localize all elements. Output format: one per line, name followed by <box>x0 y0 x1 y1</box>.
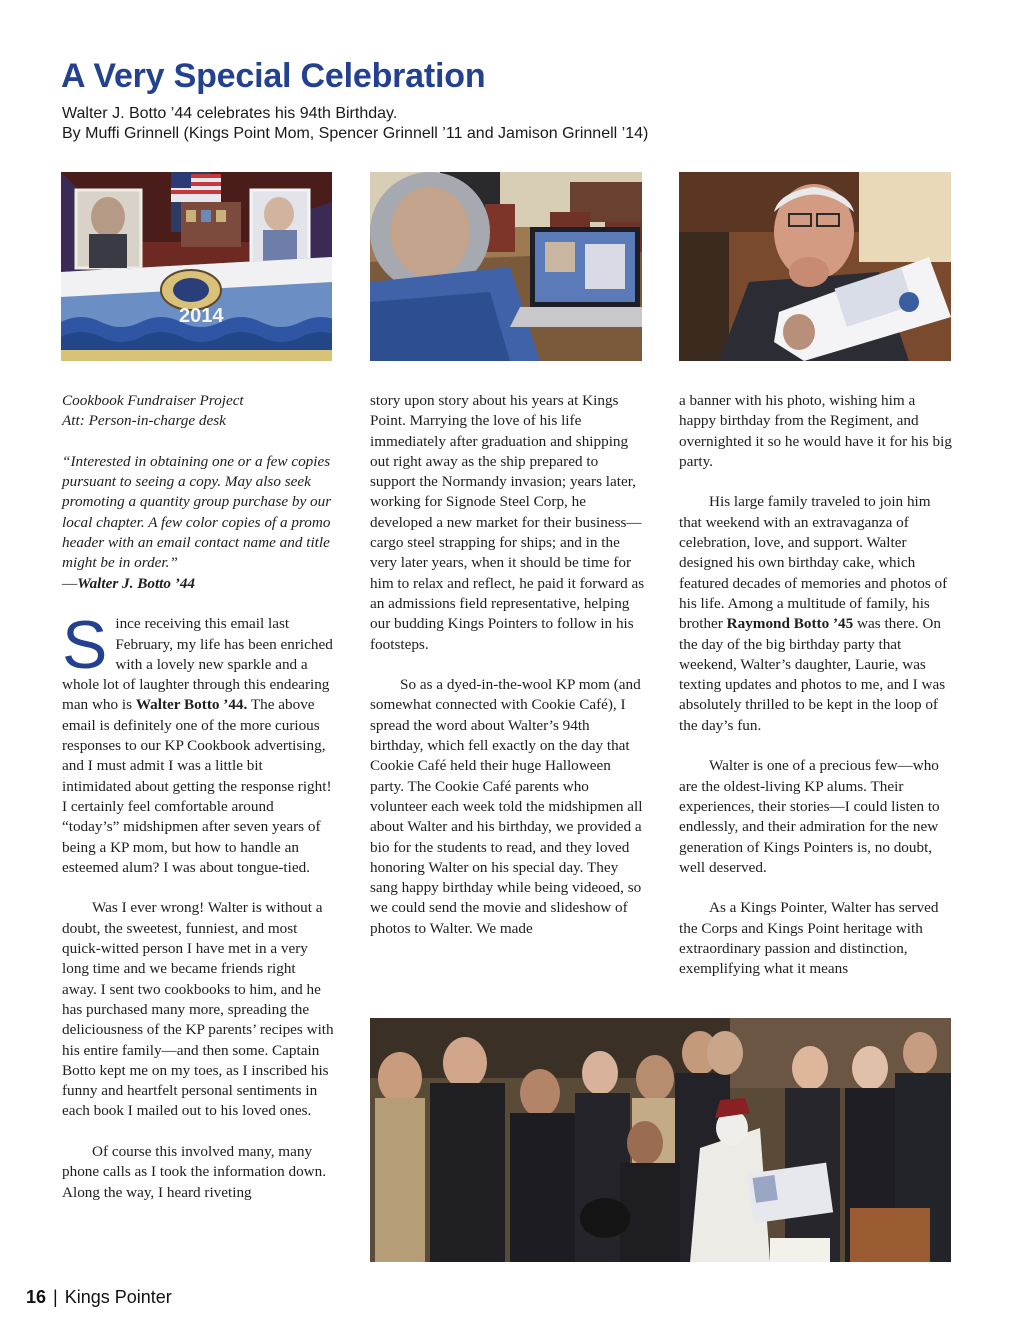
email-quote: “Interested in obtaining one or a few copies pursuant to seeing a copy. May also seek promoting a quantity group purchase by our local chapter. A few color copies of a promo header with an email contact name and title might be in order.” <box>62 452 332 572</box>
article-title: A Very Special Celebration <box>61 57 486 95</box>
article-byline: By Muffi Grinnell (Kings Point Mom, Spencer Grinnell ’11 and Jamison Grinnell ’14) <box>62 125 649 142</box>
page-footer <box>26 1286 172 1308</box>
photo-midshipmen-group <box>370 1018 951 1262</box>
family-name-bold: Raymond Botto ’45 <box>726 615 854 633</box>
paragraph-precious-few: Walter is one of a precious few—who are the oldest-living KP alums. Their experiences, their stories—I could listen to endlessly, and their admiration for the new generation of Kings Pointers is, no doubt, well deserved. <box>679 757 940 876</box>
article-column-2 <box>370 391 645 939</box>
intro-text-b: The above email is definitely one of the more curious responses to our KP Cookbook advertising, and I must admit I was a little bit intimidated about getting the response right! I certainly feel comfortable around “today’s” midshipmen after seven years of being a KP mom, but how to handle an esteemed alum? I was about tongue-tied. <box>62 696 332 876</box>
paragraph-as-a-kings-pointer: As a Kings Pointer, Walter has served the Corps and Kings Point heritage with extraordinary passion and distinction, exemplifying what it means <box>679 899 939 978</box>
letter-address-line-2: Att: Person-in-charge desk <box>62 412 226 430</box>
footer-separator: | <box>53 1287 58 1307</box>
page-number: 16 <box>26 1287 47 1307</box>
paragraph-was-i-ever-wrong: Was I ever wrong! Walter is without a doubt, the sweetest, funniest, and most quick-witted person I have met in a very long time and we became friends right away. I sent two cookbooks to him, and he has purchased many more, spreading the deliciousness of the KP parents’ recipes with his entire family—and then some. Captain Botto kept me on my toes, as I inscribed his funny and heartfelt personal sentiments in each book I mailed out to his loved ones. <box>62 899 334 1120</box>
photo-video-call <box>370 172 642 361</box>
attribution-dash: — <box>62 574 78 592</box>
paragraph-cookie-cafe: So as a dyed-in-the-wool KP mom (and somewhat connected with Cookie Café), I spread the word about Walter’s 94th birthday, which fell exactly on the day that Cookie Café held their huge Halloween party. The Cookie Café parents who volunteer each week told the midshipmen all about Walter and his birthday, we provided a bio for the students to read, and they loved honoring Walter on his special day. They sang happy birthday while being videoed, so we could send the movie and slideshow of photos to Walter. We made <box>370 676 643 937</box>
article-subtitle: Walter J. Botto ’44 celebrates his 94th Birthday. <box>62 105 398 122</box>
letter-address-line-1: Cookbook Fundraiser Project <box>62 392 244 409</box>
paragraph-large-family <box>679 492 954 736</box>
family-text-b: was there. On the day of the big birthday party that weekend, Walter’s daughter, Laurie, was texting updates and photos to me, and I was absolutely thrilled to be kept in the loop of the day’s fun. <box>679 615 946 734</box>
publication-name: Kings Pointer <box>64 1287 172 1307</box>
quote-attribution <box>62 574 334 594</box>
intro-paragraph <box>62 607 334 878</box>
intro-name-bold: Walter Botto ’44. <box>135 696 248 714</box>
paragraph-phone-calls: Of course this involved many, many phone calls as I took the information down. Along the way, I heard riveting <box>62 1142 327 1201</box>
paragraph-story-upon-story: story upon story about his years at Kings Point. Marrying the love of his life immediately after graduation and shipping out right away as the ship prepared to support the Normandy invasion; years later, working for Signode Steel Corp, he developed a new market for their business—cargo steel strapping for ships; and in the very later years, when it should be time for him to relax and reflect, he paid it forward as an admissions field representative, helping our budding Kings Pointers to follow in his footsteps. <box>370 392 645 653</box>
article-column-1 <box>62 391 334 1203</box>
drop-cap-letter: S <box>62 607 108 684</box>
family-text-a: His large family traveled to join him that weekend with an extravaganza of celebration, love, and support. Walter designed his own birthday cake, which featured decades of memories and photos of his life. Among a multitude of family, his brother <box>679 493 948 633</box>
article-column-3 <box>679 391 954 980</box>
photo-birthday-cake <box>61 172 332 361</box>
cake-year-text: 2014 <box>179 305 224 327</box>
paragraph-banner: a banner with his photo, wishing him a happy birthday from the Regiment, and overnighted it so he would have it for his big party. <box>679 392 952 470</box>
intro-text-a: ince receiving this email last February, my life has been enriched with a lovely new sparkle and a whole lot of laughter through this endearing man who is <box>62 615 333 714</box>
attribution-signature: Walter J. Botto ’44 <box>77 574 196 592</box>
photo-walter-with-card <box>679 172 951 361</box>
